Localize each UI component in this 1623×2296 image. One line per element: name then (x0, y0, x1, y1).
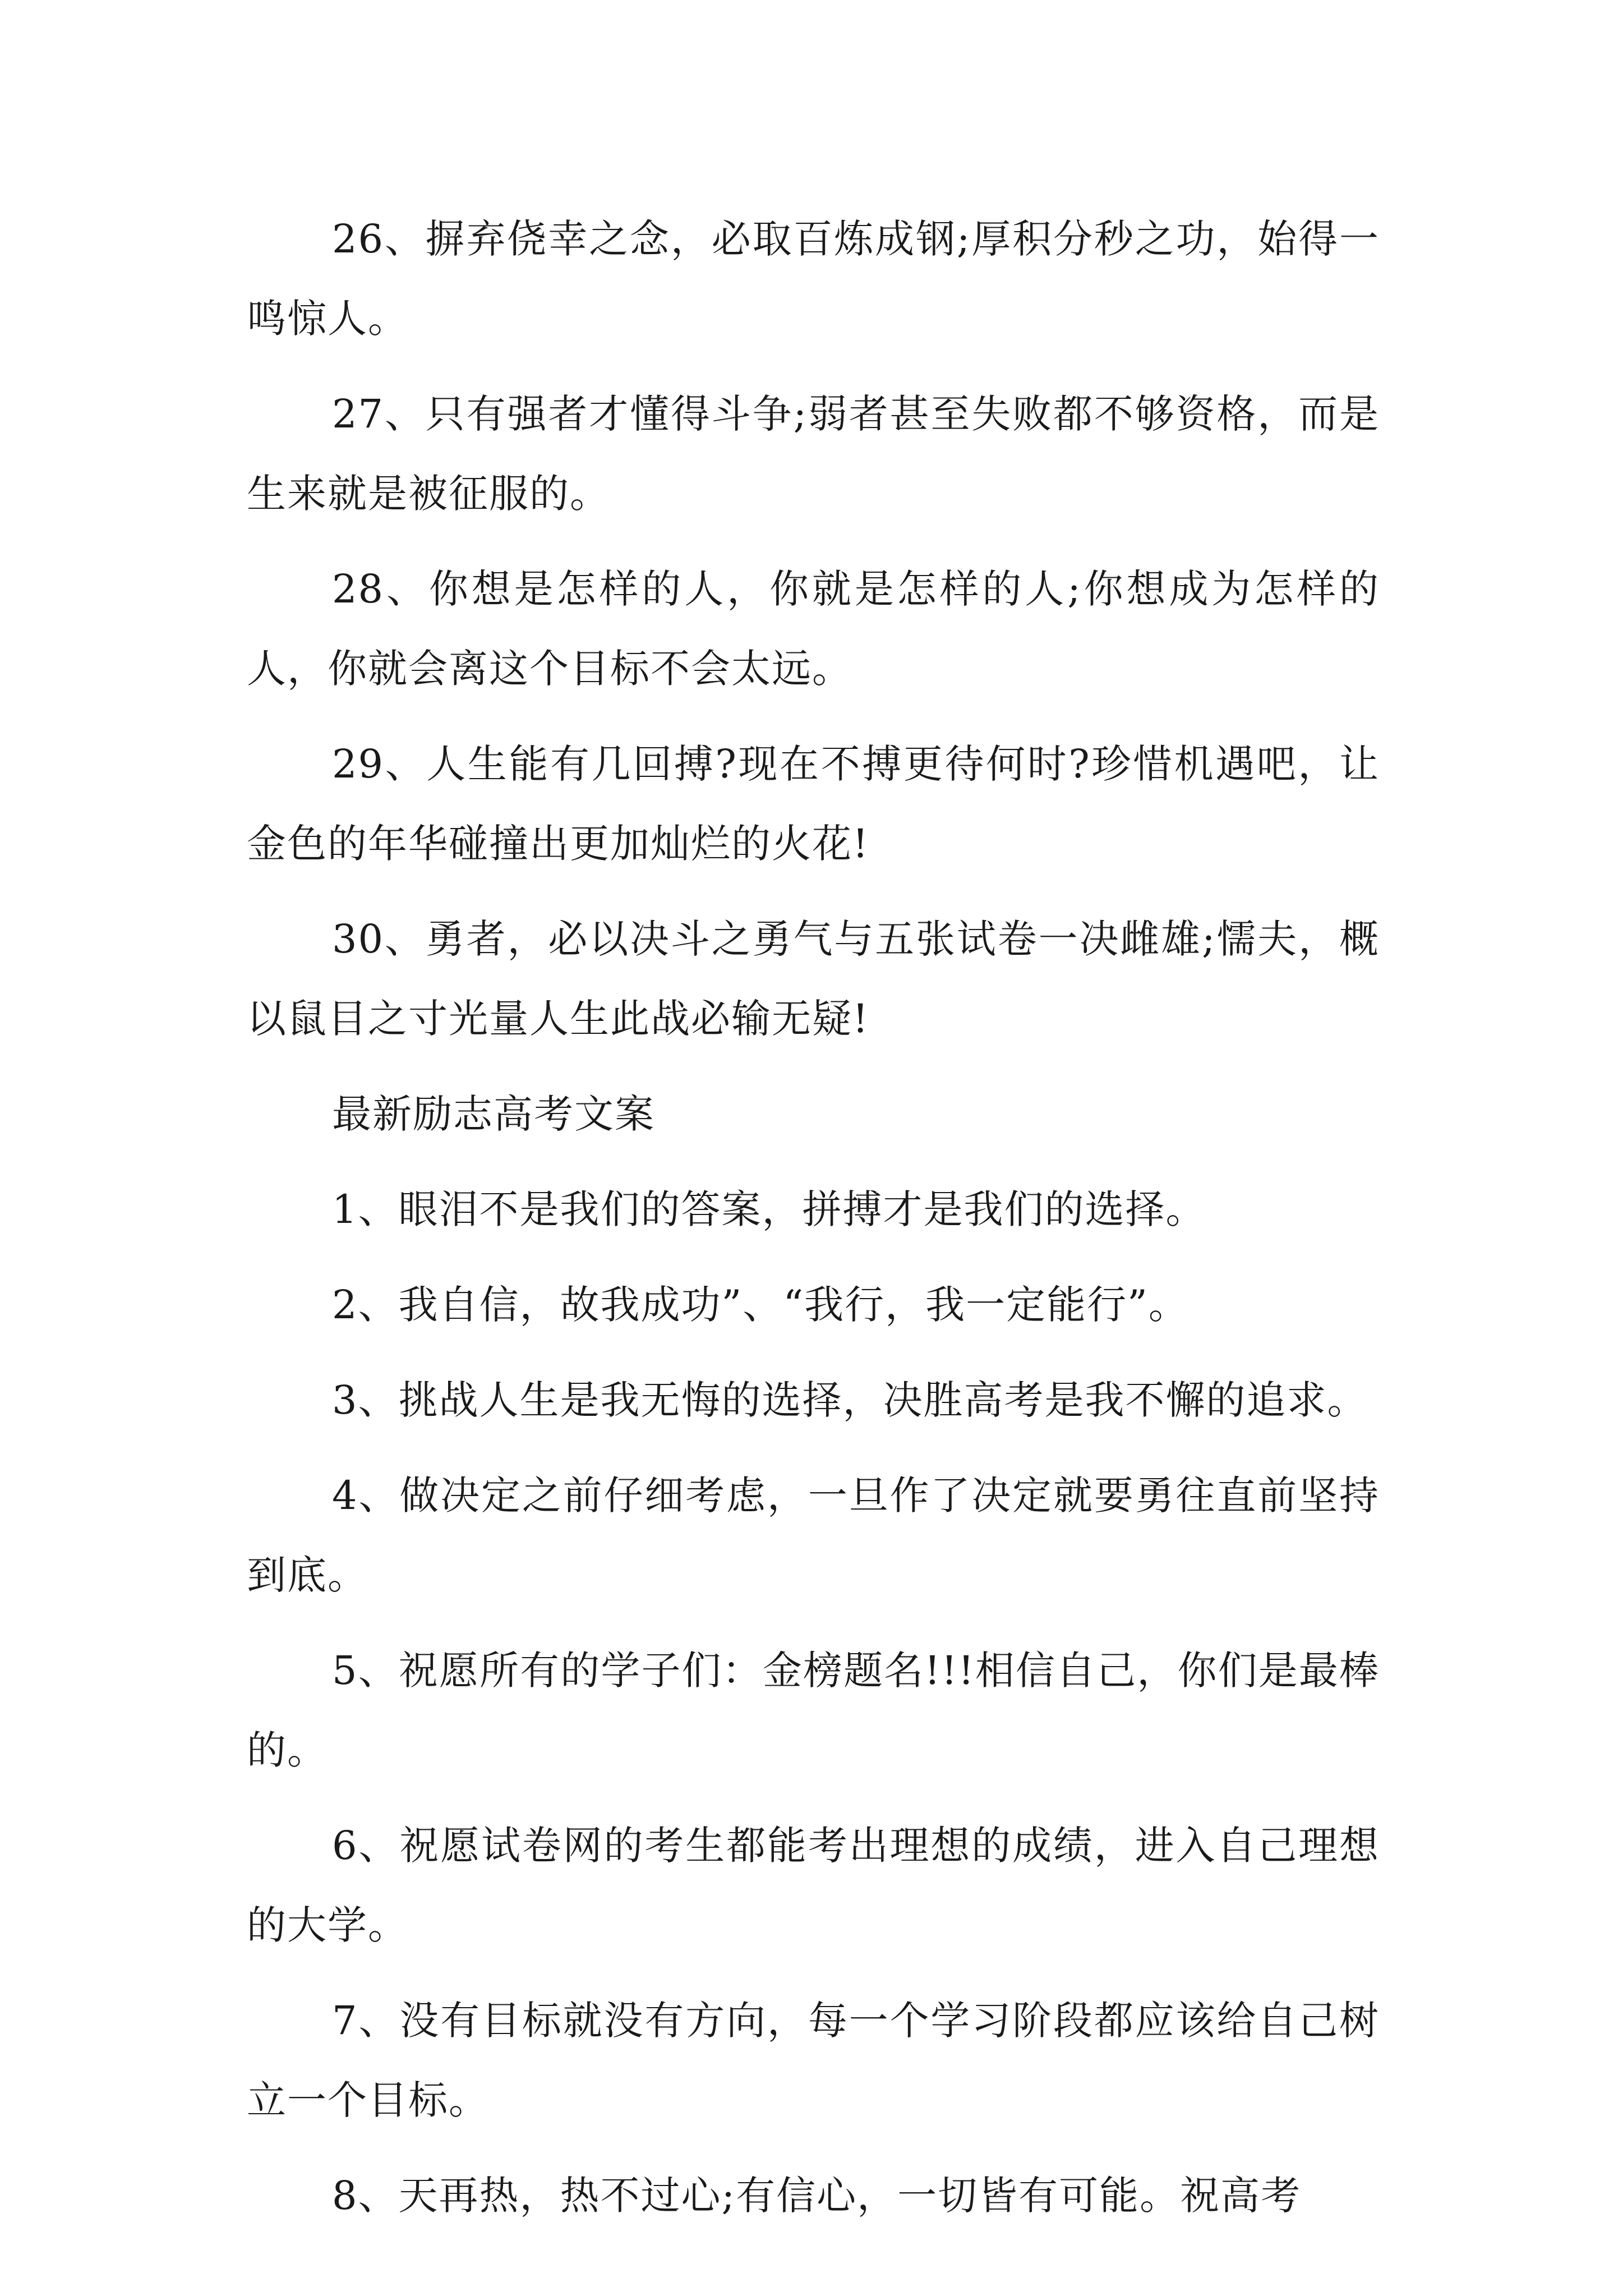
paragraph-4: 4、做决定之前仔细考虑，一旦作了决定就要勇往直前坚持到底。 (247, 1473, 1380, 1598)
paragraph-28: 28、你想是怎样的人，你就是怎样的人;你想成为怎样的人，你就会离这个目标不会太远。 (247, 566, 1380, 692)
paragraph-3: 3、挑战人生是我无悔的选择，决胜高考是我不懈的追求。 (332, 1377, 1368, 1423)
paragraph-6: 6、祝愿试卷网的考生都能考出理想的成绩，进入自己理想的大学。 (247, 1823, 1380, 1948)
paragraph-5: 5、祝愿所有的学子们：金榜题名!!!相信自己，你们是最棒的。 (247, 1648, 1380, 1773)
paragraph-29: 29、人生能有几回搏?现在不搏更待何时?珍惜机遇吧，让金色的年华碰撞出更加灿烂的火花! (247, 741, 1380, 867)
document-body (247, 199, 1380, 2251)
paragraph-8: 8、天再热，热不过心;有信心，一切皆有可能。祝高考 (332, 2173, 1302, 2219)
paragraph-7: 7、没有目标就没有方向，每一个学习阶段都应该给自己树立一个目标。 (247, 1998, 1380, 2123)
section-heading: 最新励志高考文案 (332, 1091, 655, 1137)
paragraph-27: 27、只有强者才懂得斗争;弱者甚至失败都不够资格，而是生来就是被征服的。 (247, 391, 1380, 517)
paragraph-26: 26、摒弃侥幸之念，必取百炼成钢;厚积分秒之功，始得一鸣惊人。 (247, 216, 1380, 342)
paragraph-30: 30、勇者，必以决斗之勇气与五张试卷一决雌雄;懦夫，概以鼠目之寸光量人生此战必输无疑! (247, 916, 1380, 1042)
paragraph-2: 2、我自信，故我成功”、“我行，我一定能行”。 (332, 1282, 1189, 1328)
paragraph-1: 1、眼泪不是我们的答案，拼搏才是我们的选择。 (332, 1186, 1206, 1232)
